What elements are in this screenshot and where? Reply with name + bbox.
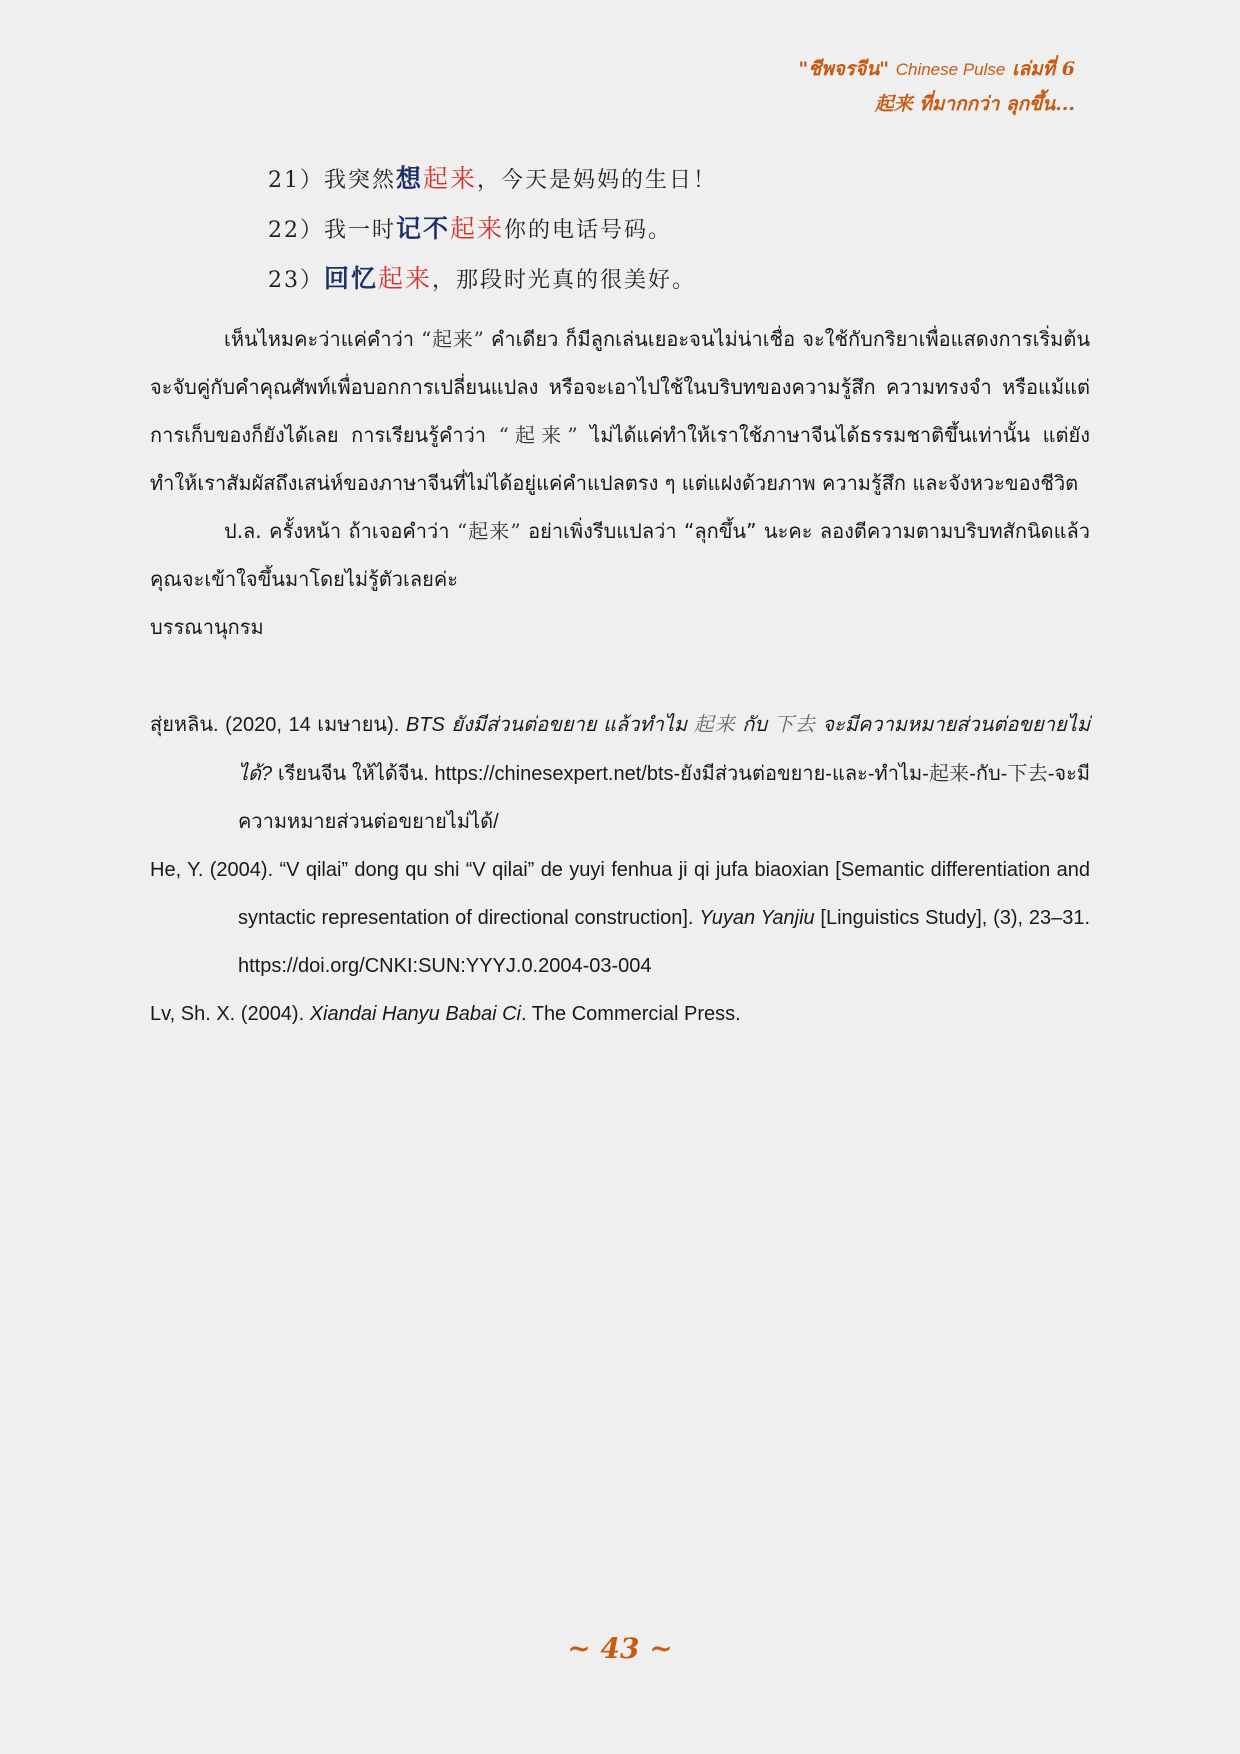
example-highlight-blue: 记不 [396,214,451,243]
paragraph-postscript [150,507,1090,603]
example-pre: 我一时 [324,218,397,243]
example-sentence [268,255,717,305]
term-qilai: “起来” [456,519,521,543]
term-qilai: “起来” [498,423,578,447]
example-highlight-blue: 回忆 [324,264,379,293]
example-highlight-red: 起来 [378,264,433,293]
paragraph-text: อย่าเพิ่งรีบแปลว่า “ลุกขึ้น” นะคะ ลองตีความตามบริบทสักนิดแล้วคุณจะเข้าใจขึ้นมาโดยไม่รู้ตัวเลยค่ะ [150,519,1091,591]
term-qilai: “起来” [421,327,484,351]
example-post: ，那段时光真的很美好。 [432,268,697,293]
reference-item [150,700,1090,846]
ref-journal: Yuyan Yanjiu [699,907,815,929]
example-sentences [268,155,717,305]
ref-url[interactable]: เรียนจีน ให้ได้จีน. https://chinesexpert.net/bts-ยังมีส่วนต่อขยาย-และ-ทำไม- [272,763,929,785]
page-number: ~ 43 ~ [567,1632,673,1665]
ref-author: สุ่ยหลิน. (2020, 14 เมษายน). [150,714,406,736]
header-subtitle: 起来 ที่มากกว่า ลุกขึ้น... [874,93,1075,115]
example-highlight-red: 起来 [423,164,478,193]
paragraph-text: ป.ล. ครั้งหน้า ถ้าเจอคำว่า [224,519,450,543]
ref-publisher: . The Commercial Press. [520,1003,741,1025]
bibliography-heading: บรรณานุกรม [150,615,264,639]
running-header [798,52,1075,121]
example-highlight-red: 起来 [450,214,505,243]
body-paragraphs [150,315,1090,651]
header-thai-title: "ชีพจรจีน" [798,58,890,80]
example-post: 你的电话号码。 [504,218,673,243]
ref-url-part: -กับ- [969,763,1008,785]
example-post: ，今天是妈妈的生日！ [477,168,718,193]
example-number: 23） [268,268,324,293]
ref-url-cjk: 下去 [1007,761,1048,785]
paragraph-text: คำเดียว ก็มีลูกเล่นเยอะจนไม่น่าเชื่อ จะใช้กับกริยาเพื่อแสดงการเริ่มต้น จะจับคู่กับคำคุณศัพท์เพื่อบอกการเปลี่ยนแปลง หรือจะเอาไปใช้ในบริบทของความรู้สึก ความทรงจำ หรือแม้แต่การเก็บของก็ยังได้เลย การเรียนรู้คำว่า [150,327,1091,447]
paragraph-summary [150,315,1090,507]
ref-text: Lv, Sh. X. (2004). [150,1003,310,1025]
ref-url-part: -จะมีความหมายส่วนต่อขยายไม่ได้/ [238,763,1091,833]
paragraph-text: ไม่ได้แค่ทำให้เราใช้ภาษาจีนได้ธรรมชาติขึ้นเท่านั้น แต่ยังทำให้เราสัมผัสถึงเสน่ห์ของภาษาจีนที่ไม่ได้อยู่แค่คำแปลตรง ๆ แต่แฝงด้วยภาพ ความรู้สึก และจังหวะของชีวิต [150,423,1090,495]
paragraph-text: เห็นไหมคะว่าแค่คำว่า [224,327,415,351]
header-title-line [798,52,1075,87]
ref-doi[interactable]: [Linguistics Study], (3), 23–31. https://doi.org/CNKI:SUN:YYYJ.0.2004-03-004 [238,907,1091,977]
ref-title-cjk: 下去 [773,712,816,736]
ref-title-part: BTS ยังมีส่วนต่อขยาย แล้วทำไม [405,714,694,736]
ref-title: Xiandai Hanyu Babai Ci [309,1003,521,1025]
example-sentence [268,205,717,255]
header-volume: เล่มที่ 6 [1011,58,1075,80]
example-highlight-blue: 想 [396,164,424,193]
ref-url-cjk: 起来 [928,761,970,785]
ref-title-cjk: 起来 [693,712,736,736]
example-number: 21） [268,168,324,193]
example-number: 22） [268,218,324,243]
header-english-title: Chinese Pulse [895,60,1006,79]
reference-item [150,990,1090,1038]
ref-text: He, Y. (2004). “V qilai” dong qu shi “V qilai” de yuyi fenhua ji qi jufa biaoxian [Semantic differentiation and syntactic representation of directional construction]. [150,859,1090,929]
example-pre: 我突然 [324,168,397,193]
ref-title-part: จะมีความหมายส่วนต่อขยายไม่ได้? [238,714,1091,785]
reference-item [150,846,1090,990]
reference-list [150,700,1090,1038]
example-sentence [268,155,717,205]
ref-title-part: กับ [735,714,774,736]
